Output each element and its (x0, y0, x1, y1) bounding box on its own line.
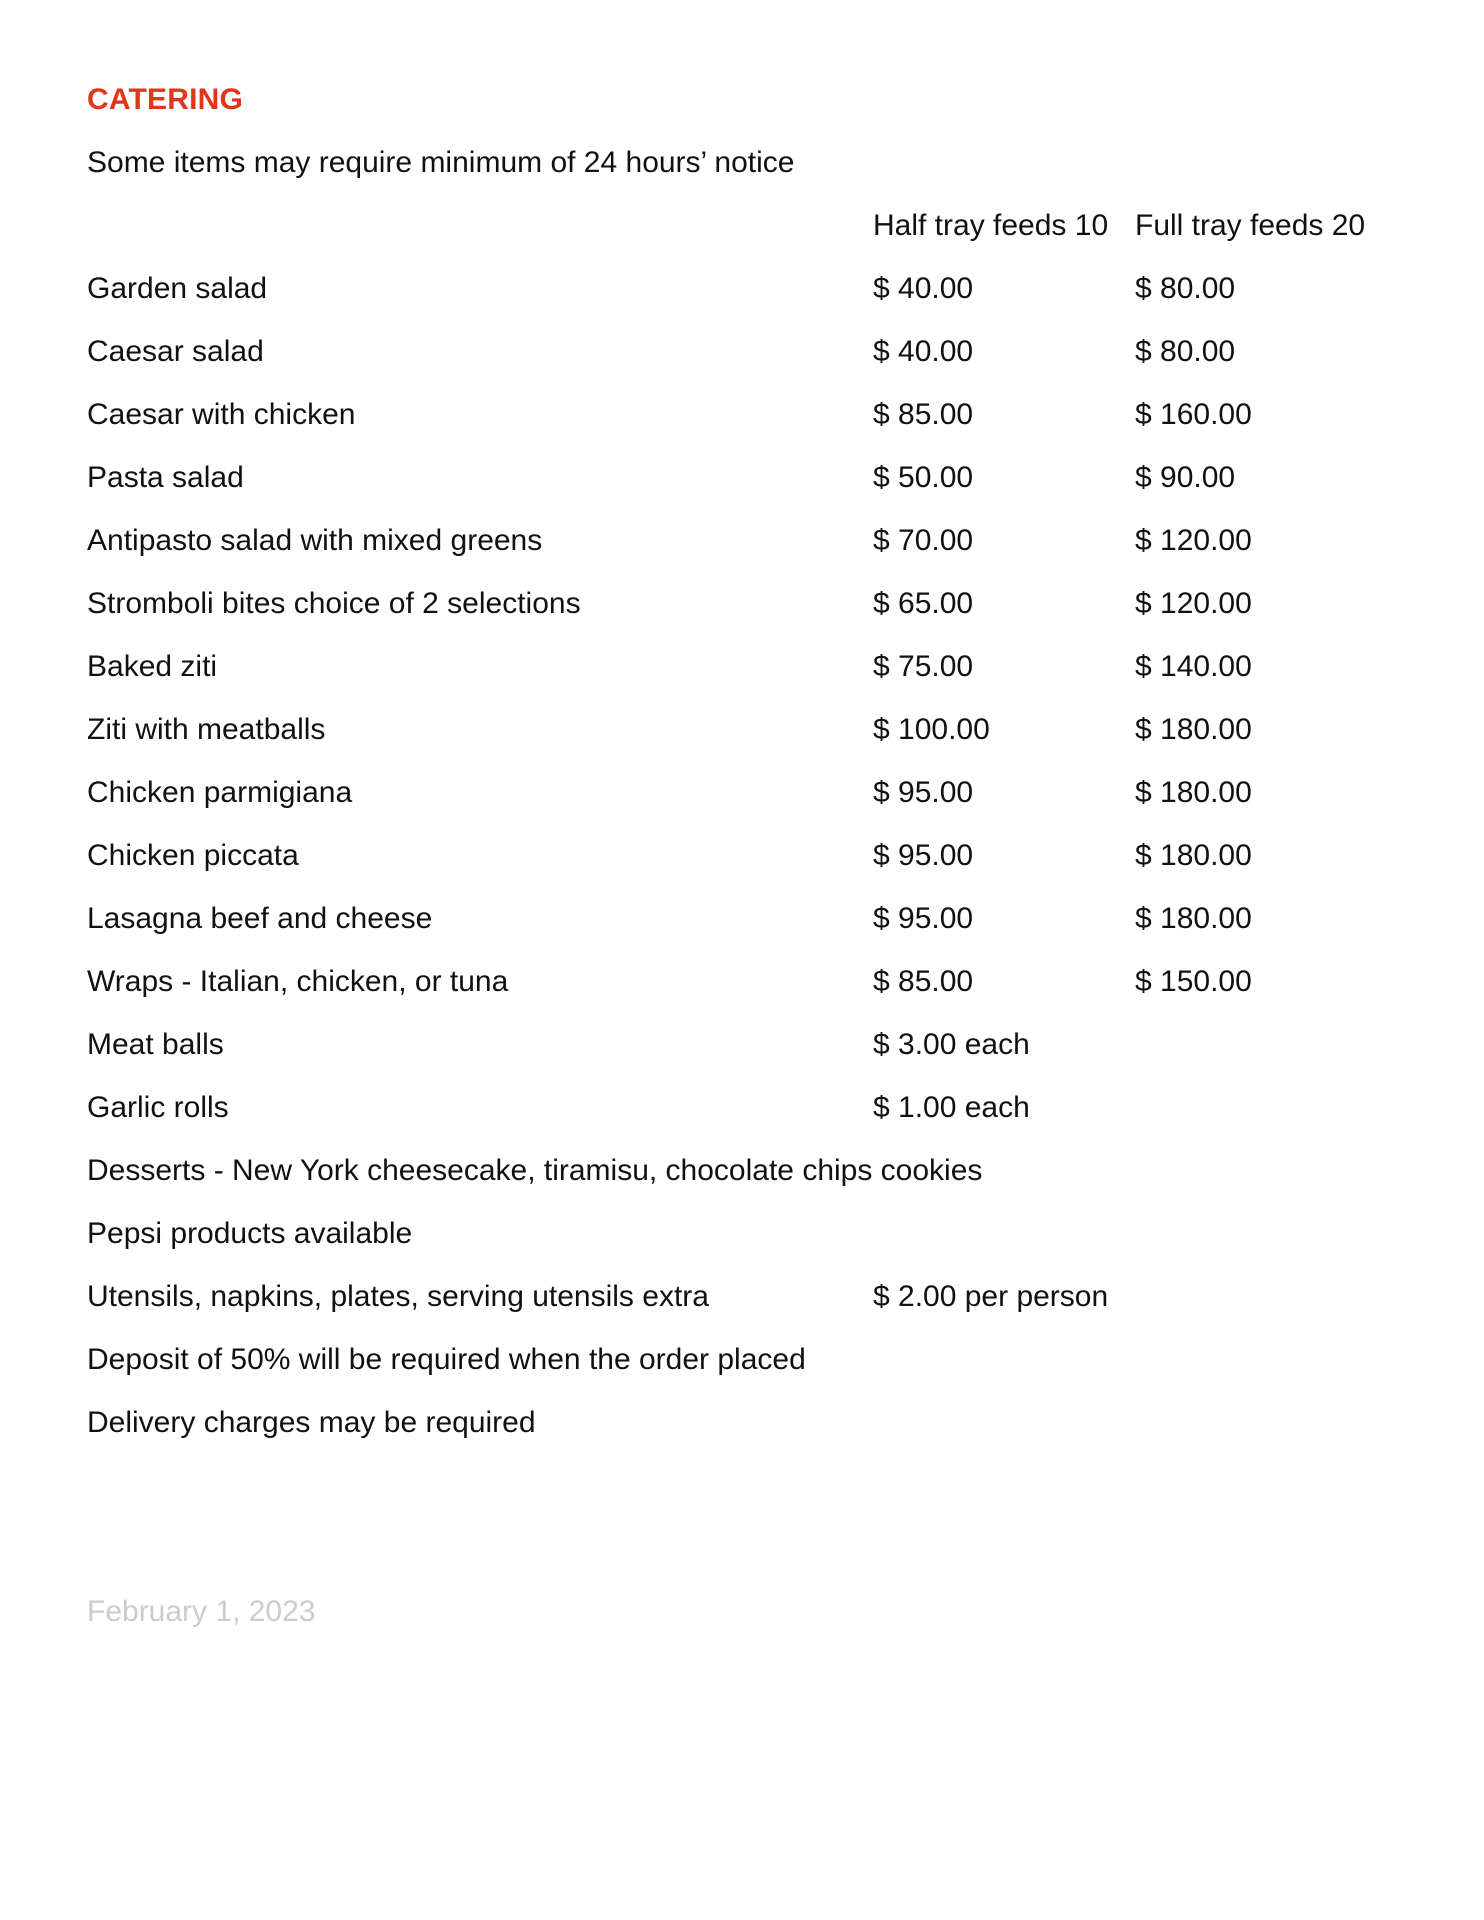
notice-text: Some items may require minimum of 24 hours’ notice (87, 146, 795, 179)
half-tray-price: $ 2.00 per person (873, 1280, 1109, 1313)
menu-item-name: Chicken parmigiana (87, 776, 353, 809)
table-row (87, 458, 1427, 521)
half-tray-price: $ 85.00 (873, 965, 974, 998)
menu-item-name: Deposit of 50% will be required when the order placed (87, 1343, 806, 1376)
half-tray-price: $ 70.00 (873, 524, 974, 557)
table-row (87, 395, 1427, 458)
full-tray-price: $ 160.00 (1135, 398, 1252, 431)
menu-item-name: Caesar with chicken (87, 398, 356, 431)
full-tray-price: $ 140.00 (1135, 650, 1252, 683)
menu-item-name: Lasagna beef and cheese (87, 902, 433, 935)
menu-item-name: Desserts - New York cheesecake, tiramisu, chocolate chips cookies (87, 1154, 983, 1187)
catering-page (87, 0, 1427, 1920)
half-tray-price: $ 85.00 (873, 398, 974, 431)
half-tray-price: $ 100.00 (873, 713, 990, 746)
menu-item-name: Pasta salad (87, 461, 244, 494)
table-row (87, 1403, 1427, 1466)
half-tray-price: $ 40.00 (873, 335, 974, 368)
half-tray-price: $ 65.00 (873, 587, 974, 620)
menu-item-name: Meat balls (87, 1028, 224, 1061)
menu-header-row (87, 206, 1427, 269)
half-tray-price: $ 95.00 (873, 776, 974, 809)
half-tray-price: $ 50.00 (873, 461, 974, 494)
full-tray-price: $ 80.00 (1135, 272, 1236, 305)
half-tray-price: $ 40.00 (873, 272, 974, 305)
table-row (87, 773, 1427, 836)
table-row (87, 584, 1427, 647)
page-title: CATERING (87, 83, 244, 116)
half-tray-price: $ 95.00 (873, 902, 974, 935)
full-tray-price: $ 180.00 (1135, 713, 1252, 746)
half-tray-price: $ 95.00 (873, 839, 974, 872)
table-row (87, 647, 1427, 710)
menu-item-name: Baked ziti (87, 650, 218, 683)
menu-item-name: Garden salad (87, 272, 268, 305)
half-tray-price: $ 3.00 each (873, 1028, 1030, 1061)
full-tray-price: $ 120.00 (1135, 524, 1252, 557)
catering-menu-table (87, 206, 1427, 1466)
full-tray-price: $ 90.00 (1135, 461, 1236, 494)
menu-item-name: Garlic rolls (87, 1091, 229, 1124)
table-row (87, 710, 1427, 773)
menu-rows (87, 269, 1427, 1466)
full-tray-price: $ 180.00 (1135, 902, 1252, 935)
menu-item-name: Delivery charges may be required (87, 1406, 536, 1439)
menu-item-name: Wraps - Italian, chicken, or tuna (87, 965, 509, 998)
half-tray-price: $ 1.00 each (873, 1091, 1030, 1124)
full-tray-price: $ 80.00 (1135, 335, 1236, 368)
table-row (87, 1340, 1427, 1403)
menu-item-name: Antipasto salad with mixed greens (87, 524, 543, 557)
menu-item-name: Ziti with meatballs (87, 713, 326, 746)
menu-item-name: Utensils, napkins, plates, serving utensils extra (87, 1280, 709, 1313)
full-tray-price: $ 120.00 (1135, 587, 1252, 620)
half-tray-header: Half tray feeds 10 (873, 209, 1109, 242)
table-row (87, 836, 1427, 899)
full-tray-price: $ 180.00 (1135, 776, 1252, 809)
half-tray-price: $ 75.00 (873, 650, 974, 683)
table-row (87, 1277, 1427, 1340)
table-row (87, 962, 1427, 1025)
menu-item-name: Pepsi products available (87, 1217, 413, 1250)
table-row (87, 1214, 1427, 1277)
document-date: February 1, 2023 (87, 1595, 316, 1628)
full-tray-price: $ 150.00 (1135, 965, 1252, 998)
table-row (87, 521, 1427, 584)
menu-item-name: Chicken piccata (87, 839, 299, 872)
table-row (87, 332, 1427, 395)
menu-item-name: Stromboli bites choice of 2 selections (87, 587, 581, 620)
full-tray-price: $ 180.00 (1135, 839, 1252, 872)
table-row (87, 269, 1427, 332)
table-row (87, 899, 1427, 962)
table-row (87, 1151, 1427, 1214)
menu-item-name: Caesar salad (87, 335, 264, 368)
full-tray-header: Full tray feeds 20 (1135, 209, 1366, 242)
table-row (87, 1025, 1427, 1088)
table-row (87, 1088, 1427, 1151)
